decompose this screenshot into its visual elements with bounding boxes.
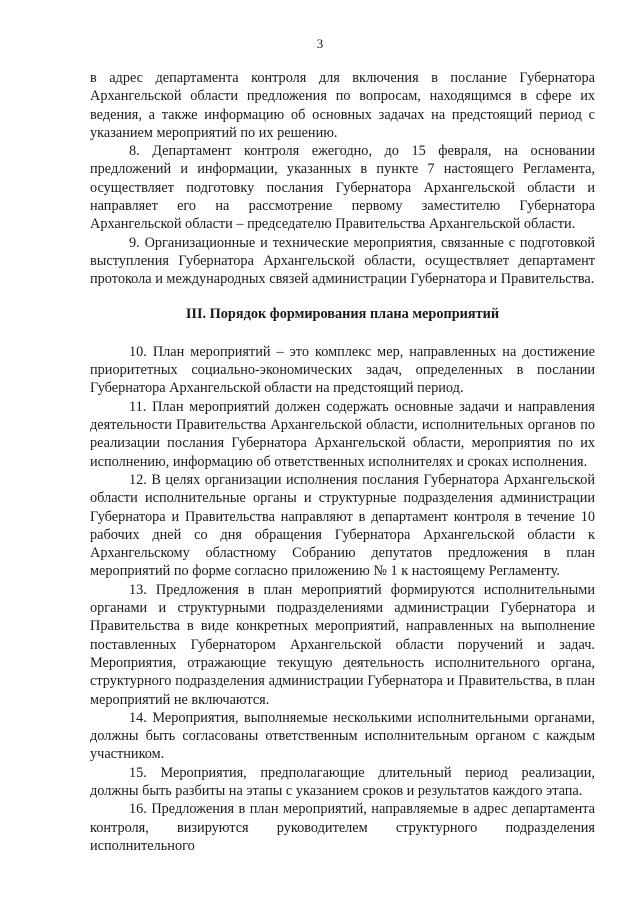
paragraph-14: 14. Мероприятия, выполняемые несколькими исполнительными органами, должны быть согласованы ответственным исполнительным органом с каждым участником.: [90, 709, 595, 763]
paragraph-11: 11. План мероприятий должен содержать основные задачи и направления деятельности Правительства Архангельской области, исполнительных органов по реализации послания Губернатора Архангельской области, мероприятия по их исполнению, информацию об ответственных исполнителях и сроках исполнения.: [90, 398, 595, 470]
paragraph-12: 12. В целях организации исполнения послания Губернатора Архангельской области исполнительные органы и структурные подразделения администрации Губернатора и Правительства направляют в департамент контроля в течение 10 рабочих дней со дня обращения Губернатора Архангельской области к Архангельскому областному Собранию депутатов предложения в план мероприятий по форме согласно приложению № 1 к настоящему Регламенту.: [90, 471, 595, 580]
paragraph-continuation: в адрес департамента контроля для включения в послание Губернатора Архангельской области предложения по вопросам, находящимся в сфере их ведения, а также информацию об основных задачах на предстоящий период с указанием мероприятий по их решению.: [90, 70, 595, 141]
paragraph-10: 10. План мероприятий – это комплекс мер, направленных на достижение приоритетных социально-экономических задач, определенных в послании Губернатора Архангельской области на предстоящий период.: [90, 343, 595, 397]
document-body: [90, 69, 595, 855]
paragraph-9: 9. Организационные и технические мероприятия, связанные с подготовкой выступления Губернатора Архангельской области, осуществляет департамент протокола и международных связей администрации Губернатора и Правительства.: [90, 234, 595, 288]
paragraph-15: 15. Мероприятия, предполагающие длительный период реализации, должны быть разбиты на этапы с указанием сроков и результатов каждого этапа.: [90, 764, 595, 799]
paragraph-13: 13. Предложения в план мероприятий формируются исполнительными органами и структурными подразделениями администрации Губернатора и Правительства в виде конкретных мероприятий, направленных на выполнение поставленных Губернатором Архангельской области поручений и задач. Мероприятия, отражающие текущую деятельность исполнительного органа, структурного подразделения администрации Губернатора и Правительства, в план мероприятий не включаются.: [90, 581, 595, 708]
section-heading: III. Порядок формирования плана мероприятий: [185, 305, 500, 322]
page-number: 3: [316, 36, 324, 51]
paragraph-16: 16. Предложения в план мероприятий, направляемые в адрес департамента контроля, визируются руководителем структурного подразделения исполнительного: [90, 801, 595, 854]
paragraph-8: 8. Департамент контроля ежегодно, до 15 февраля, на основании предложений и информации, указанных в пункте 7 настоящего Регламента, осуществляет подготовку послания Губернатора Архангельской области и направляет его на рассмотрение первому заместителю Губернатора Архангельской области – председателю Правительства Архангельской области.: [90, 143, 595, 233]
